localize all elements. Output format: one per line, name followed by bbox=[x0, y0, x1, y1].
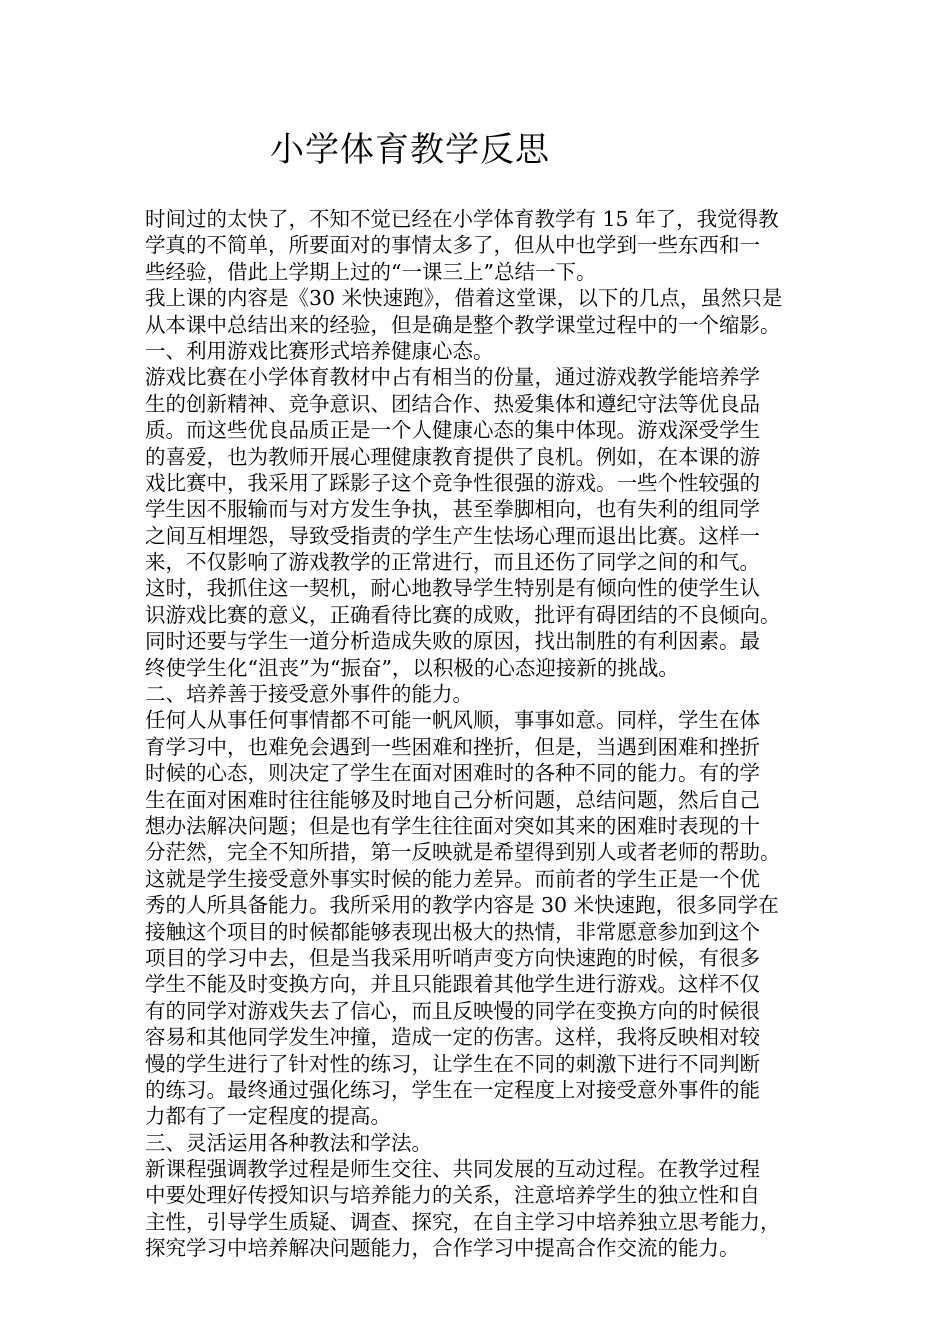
text-line: 想办法解决问题；但是也有学生往往面对突如其来的困难时表现的十 bbox=[145, 813, 760, 838]
section-heading: 三、灵活运用各种教法和学法。 bbox=[145, 1130, 432, 1155]
text-line: 质。而这些优良品质正是一个人健康心态的集中体现。游戏深受学生 bbox=[145, 418, 760, 443]
text-line: 力都有了一定程度的提高。 bbox=[145, 1104, 391, 1129]
text-line: 秀的人所具备能力。我所采用的教学内容是 30 米快速跑，很多同学在 bbox=[145, 893, 779, 918]
text-line: 的喜爱，也为教师开展心理健康教育提供了良机。例如，在本课的游 bbox=[145, 444, 760, 469]
text-line: 识游戏比赛的意义，正确看待比赛的成败，批评有碍团结的不良倾向。 bbox=[145, 602, 781, 627]
text-line: 我上课的内容是《30 米快速跑》，借着这堂课，以下的几点，虽然只是 bbox=[145, 286, 783, 311]
text-line: 中要处理好传授知识与培养能力的关系，注意培养学生的独立性和自 bbox=[145, 1183, 760, 1208]
text-line: 项目的学习中去，但是当我采用听哨声变方向快速跑的时候，有很多 bbox=[145, 945, 760, 970]
text-line: 有的同学对游戏失去了信心，而且反映慢的同学在变换方向的时候很 bbox=[145, 998, 760, 1023]
text-line: 戏比赛中，我采用了踩影子这个竞争性很强的游戏。一些个性较强的 bbox=[145, 470, 760, 495]
section-heading: 二、培养善于接受意外事件的能力。 bbox=[145, 682, 473, 707]
text-line: 从本课中总结出来的经验，但是确是整个教学课堂过程中的一个缩影。 bbox=[145, 312, 781, 337]
document-body bbox=[145, 206, 815, 1262]
text-line: 生的创新精神、竞争意识、团结合作、热爱集体和遵纪守法等优良品 bbox=[145, 391, 760, 416]
text-line: 容易和其他同学发生冲撞，造成一定的伤害。这样，我将反映相对较 bbox=[145, 1025, 760, 1050]
text-line: 学真的不简单，所要面对的事情太多了，但从中也学到一些东西和一 bbox=[145, 233, 760, 258]
text-line: 这时，我抓住这一契机，耐心地教导学生特别是有倾向性的使学生认 bbox=[145, 576, 760, 601]
text-line: 同时还要与学生一道分析造成失败的原因，找出制胜的有利因素。最 bbox=[145, 629, 760, 654]
text-line: 主性，引导学生质疑、调查、探究，在自主学习中培养独立思考能力， bbox=[145, 1209, 781, 1234]
text-line: 学生不能及时变换方向，并且只能跟着其他学生进行游戏。这样不仅 bbox=[145, 972, 760, 997]
text-line: 时候的心态，则决定了学生在面对困难时的各种不同的能力。有的学 bbox=[145, 761, 760, 786]
text-line: 接触这个项目的时候都能够表现出极大的热情，非常愿意参加到这个 bbox=[145, 919, 760, 944]
text-line: 的练习。最终通过强化练习，学生在一定程度上对接受意外事件的能 bbox=[145, 1077, 760, 1102]
text-line: 分茫然，完全不知所措，第一反映就是希望得到别人或者老师的帮助。 bbox=[145, 840, 781, 865]
text-line: 慢的学生进行了针对性的练习，让学生在不同的刺激下进行不同判断 bbox=[145, 1051, 760, 1076]
text-line: 游戏比赛在小学体育教材中占有相当的份量，通过游戏教学能培养学 bbox=[145, 365, 760, 390]
text-line: 之间互相埋怨，导致受指责的学生产生怯场心理而退出比赛。这样一 bbox=[145, 523, 760, 548]
text-line: 任何人从事任何事情都不可能一帆风顺，事事如意。同样，学生在体 bbox=[145, 708, 760, 733]
text-line: 些经验，借此上学期上过的“一课三上”总结一下。 bbox=[145, 259, 597, 284]
document-title: 小学体育教学反思 bbox=[270, 130, 550, 170]
text-line: 时间过的太快了，不知不觉已经在小学体育教学有 15 年了，我觉得教 bbox=[145, 207, 779, 231]
text-line: 探究学习中培养解决问题能力，合作学习中提高合作交流的能力。 bbox=[145, 1236, 740, 1261]
text-line: 来，不仅影响了游戏教学的正常进行，而且还伤了同学之间的和气。 bbox=[145, 550, 760, 575]
text-line: 学生因不服输而与对方发生争执，甚至拳脚相向，也有失利的组同学 bbox=[145, 497, 760, 522]
text-line: 育学习中，也难免会遇到一些困难和挫折，但是，当遇到困难和挫折 bbox=[145, 734, 760, 759]
text-line: 终使学生化“沮丧”为“振奋”，以积极的心态迎接新的挑战。 bbox=[145, 655, 679, 680]
section-heading: 一、利用游戏比赛形式培养健康心态。 bbox=[145, 338, 494, 363]
text-line: 新课程强调教学过程是师生交往、共同发展的互动过程。在教学过程 bbox=[145, 1157, 760, 1182]
text-line: 这就是学生接受意外事实时候的能力差异。而前者的学生正是一个优 bbox=[145, 866, 760, 891]
text-line: 生在面对困难时往往能够及时地自己分析问题，总结问题，然后自己 bbox=[145, 787, 760, 812]
